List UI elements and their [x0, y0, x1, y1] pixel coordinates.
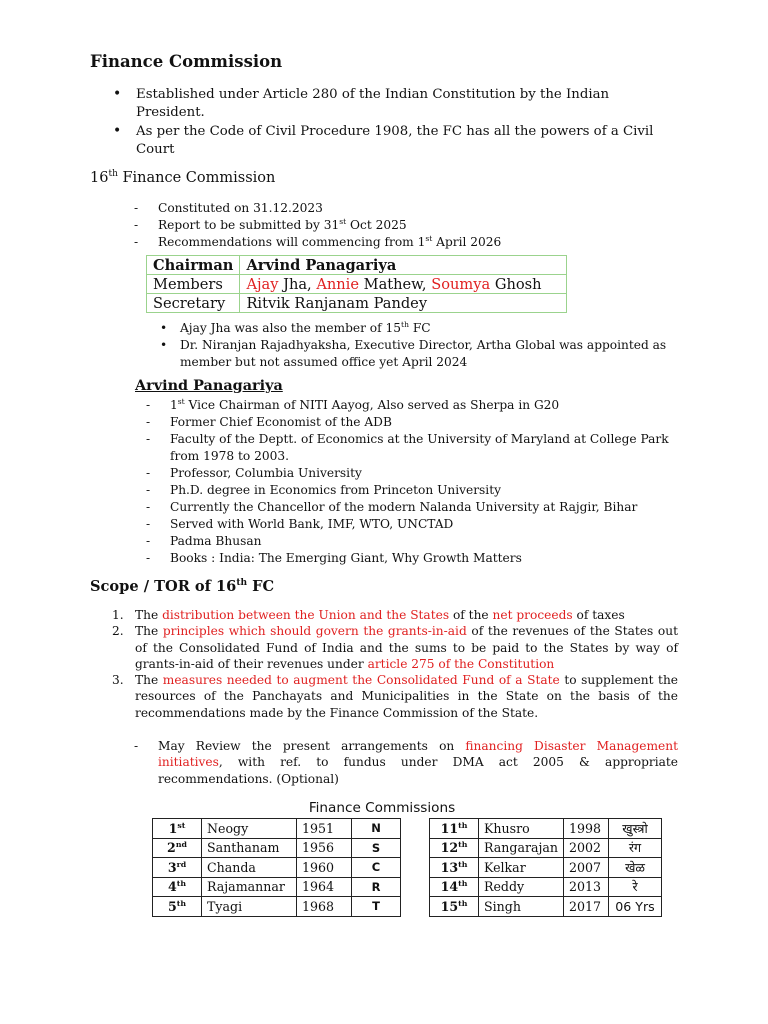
profile-item: - Former Chief Economist of the ADB — [146, 414, 686, 431]
intro-bullet-list — [110, 86, 670, 160]
tor-item — [112, 623, 678, 672]
chairman-profile-list — [146, 397, 686, 567]
commission-year: 1951 — [297, 819, 352, 839]
tor-highlight: principles which should govern the grants-in-aid — [162, 624, 467, 639]
chairman-name: Chanda — [202, 858, 297, 878]
commission-ordinal — [153, 838, 202, 858]
chairman-name: Tyagi — [202, 897, 297, 917]
commission-ordinal — [430, 877, 479, 897]
scope-heading-suffix: th — [236, 578, 248, 589]
mnemonic-hint: खेळ — [609, 858, 662, 878]
commission-ordinal — [430, 838, 479, 858]
member-note: • Dr. Niranjan Rajadhyaksha, Executive Director, Artha Global was appointed as member but not assumed office yet April 2024 — [158, 337, 678, 371]
commission-ordinal — [153, 858, 202, 878]
commission-ordinal-suffix: th — [458, 859, 468, 869]
chairman-name: Rangarajan — [479, 838, 564, 858]
chairman-row — [147, 256, 567, 275]
tor-item — [112, 607, 678, 623]
member-note — [158, 320, 678, 337]
tor-list — [112, 607, 678, 721]
secretary-value: Ritvik Ranjanam Pandey — [240, 294, 567, 313]
chairman-name: Neogy — [202, 819, 297, 839]
report-suffix: st — [339, 216, 347, 226]
commission-ordinal-suffix: th — [458, 840, 468, 850]
heading-ordinal-suffix: th — [108, 169, 118, 180]
commission-row — [153, 819, 662, 839]
page-title: Finance Commission — [90, 52, 283, 71]
profile-item — [146, 397, 686, 414]
commission-ordinal-number: 2 — [167, 840, 176, 856]
commission-ordinal — [430, 897, 479, 917]
member-notes-list — [158, 320, 678, 371]
members-row — [147, 275, 567, 294]
commission-ordinal-number: 4 — [167, 879, 177, 895]
recommendation-date — [134, 234, 694, 251]
chairman-name: Kelkar — [479, 858, 564, 878]
scope-heading — [90, 578, 274, 595]
commission-ordinal-number: 11 — [440, 820, 459, 836]
composition-table — [146, 255, 567, 313]
commission-row — [153, 877, 662, 897]
member-first-name: Ajay — [246, 275, 279, 293]
chairman-name: Singh — [479, 897, 564, 917]
commission-ordinal-suffix: th — [176, 898, 187, 908]
profile-item: - Currently the Chancellor of the modern Nalanda University at Rajgir, Bihar — [146, 499, 686, 516]
sixteenth-fc-heading — [90, 170, 275, 186]
mnemonic-letter: N — [352, 819, 401, 839]
profile-item: - Professor, Columbia University — [146, 465, 686, 482]
chairman-name: Santhanam — [202, 838, 297, 858]
tor-text: of taxes — [572, 608, 625, 622]
mnemonic-hint: रे — [609, 877, 662, 897]
table-gap — [401, 858, 430, 878]
commission-ordinal-number: 15 — [440, 898, 459, 914]
tor-item — [112, 672, 678, 721]
member-last-name: Ghosh — [490, 275, 542, 293]
profile-item: - Books : India: The Emerging Giant, Why Growth Matters — [146, 550, 686, 567]
commission-ordinal-number: 3 — [167, 859, 177, 875]
commission-ordinal-number: 14 — [440, 879, 459, 895]
review-text-end: , with ref. to fundus under DMA act 2005 & appropriate recommendations. (Optional) — [158, 755, 678, 786]
review-item — [134, 738, 678, 787]
commission-ordinal — [153, 897, 202, 917]
commission-ordinal-number: 12 — [440, 840, 459, 856]
finance-commissions-table-body — [153, 819, 662, 917]
member-last-name: Jha, — [278, 275, 317, 293]
profile-text-end: Vice Chairman of NITI Aayog, Also served as Sherpa in G20 — [184, 398, 560, 412]
tor-number: 1. — [112, 608, 124, 622]
note-text-end: FC — [408, 321, 431, 335]
commission-year: 1960 — [297, 858, 352, 878]
tor-text: of the revenues of the States out of the Consolidated Fund of India and the sums to be paid to the States by way of grants-in-aid of their revenues under — [135, 624, 678, 671]
mnemonic-letter: T — [352, 897, 401, 917]
commission-ordinal-suffix: th — [458, 820, 468, 830]
chairman-name: Khusro — [479, 819, 564, 839]
tor-number: 3. — [112, 673, 124, 688]
commission-year: 2002 — [564, 838, 609, 858]
note-text: Ajay Jha was also the member of 15 — [180, 321, 402, 335]
profile-suffix: st — [177, 396, 185, 406]
secretary-label: Secretary — [147, 294, 240, 313]
commission-year: 2013 — [564, 877, 609, 897]
mnemonic-hint: 06 Yrs — [609, 897, 662, 917]
intro-bullet: • Established under Article 280 of the Indian Constitution by the Indian President. — [110, 86, 670, 121]
commission-year: 2017 — [564, 897, 609, 917]
tor-highlight: measures needed to augment the Consolidated Fund of a State — [162, 673, 560, 688]
commission-ordinal-number: 13 — [440, 859, 459, 875]
tor-highlight: article 275 of the Constitution — [367, 656, 555, 671]
tor-text: The — [135, 608, 163, 622]
commission-ordinal — [153, 877, 202, 897]
profile-text: 1 — [170, 398, 178, 412]
tor-highlight: net proceeds — [492, 608, 573, 622]
commission-ordinal-suffix: th — [458, 898, 468, 908]
note-suffix: th — [401, 319, 409, 329]
table-gap — [401, 838, 430, 858]
member-first-name: Annie — [316, 275, 359, 293]
mnemonic-letter: S — [352, 838, 401, 858]
tor-text: to supplement the resources of the Panchayats and Municipalities in the State on the basis of the recommendations made by the Finance Commission of the State. — [135, 673, 679, 720]
tor-text: The — [135, 673, 163, 688]
members-label: Members — [147, 275, 240, 294]
table-gap — [401, 877, 430, 897]
rec-text: Recommendations will commencing from 1 — [158, 235, 426, 249]
tor-number: 2. — [112, 624, 124, 639]
review-highlight: financing Disaster Management initiatives — [158, 739, 678, 770]
scope-heading-text-end: FC — [247, 578, 275, 595]
commission-ordinal-number: 1 — [168, 820, 178, 836]
report-date — [134, 217, 694, 234]
member-first-name: Soumya — [431, 275, 491, 293]
mnemonic-hint: रंग — [609, 838, 662, 858]
commission-year: 1956 — [297, 838, 352, 858]
chairman-profile-heading: Arvind Panagariya — [135, 377, 283, 394]
commission-row — [153, 858, 662, 878]
commission-ordinal-suffix: th — [458, 879, 468, 889]
intro-bullet: • As per the Code of Civil Procedure 1908, the FC has all the powers of a Civil Court — [110, 123, 670, 158]
commission-ordinal — [153, 819, 202, 839]
heading-text: Finance Commission — [117, 170, 276, 186]
chairman-value: Arvind Panagariya — [240, 256, 567, 275]
commission-row — [153, 897, 662, 917]
commission-ordinal-suffix: rd — [176, 859, 187, 869]
commission-ordinal-suffix: nd — [175, 840, 187, 850]
commission-row — [153, 838, 662, 858]
heading-ordinal: 16 — [90, 170, 109, 186]
table-gap — [401, 897, 430, 917]
rec-text-end: April 2026 — [432, 235, 502, 249]
member-last-name: Mathew, — [358, 275, 432, 293]
chairman-name: Rajamannar — [202, 877, 297, 897]
chairman-name: Reddy — [479, 877, 564, 897]
secretary-row — [147, 294, 567, 313]
commission-year: 1964 — [297, 877, 352, 897]
finance-commissions-caption: Finance Commissions — [308, 800, 456, 816]
review-text: May Review the present arrangements on — [158, 739, 466, 753]
profile-item: - Padma Bhusan — [146, 533, 686, 550]
tor-text: of the — [449, 608, 493, 622]
commission-year: 1968 — [297, 897, 352, 917]
commission-year: 2007 — [564, 858, 609, 878]
mnemonic-hint: खुस्त्रो — [609, 819, 662, 839]
members-value — [240, 275, 567, 294]
report-text-end: Oct 2025 — [346, 218, 407, 232]
profile-item: - Served with World Bank, IMF, WTO, UNCTAD — [146, 516, 686, 533]
mnemonic-letter: R — [352, 877, 401, 897]
commission-ordinal-suffix: st — [177, 820, 186, 830]
commission-year: 1998 — [564, 819, 609, 839]
commission-ordinal — [430, 819, 479, 839]
commission-ordinal-number: 5 — [167, 898, 177, 914]
tor-text: The — [135, 624, 163, 639]
scope-heading-text: Scope / TOR of 16 — [90, 578, 237, 595]
finance-commissions-table — [152, 818, 662, 917]
review-list — [134, 738, 678, 787]
constituted-date — [134, 200, 694, 217]
table-gap — [401, 819, 430, 839]
constituted-text: Constituted on 31.12.2023 — [158, 201, 323, 215]
mnemonic-letter: C — [352, 858, 401, 878]
commission-ordinal-suffix: th — [176, 879, 187, 889]
profile-item: - Faculty of the Deptt. of Economics at the University of Maryland at College Park from 1978 to 2003. — [146, 431, 686, 465]
chairman-label: Chairman — [147, 256, 240, 275]
rec-suffix: st — [425, 233, 433, 243]
tor-highlight: distribution between the Union and the States — [162, 608, 450, 622]
report-text: Report to be submitted by 31 — [158, 218, 340, 232]
commission-ordinal — [430, 858, 479, 878]
profile-item: - Ph.D. degree in Economics from Princeton University — [146, 482, 686, 499]
sixteenth-dates-list — [134, 200, 694, 251]
